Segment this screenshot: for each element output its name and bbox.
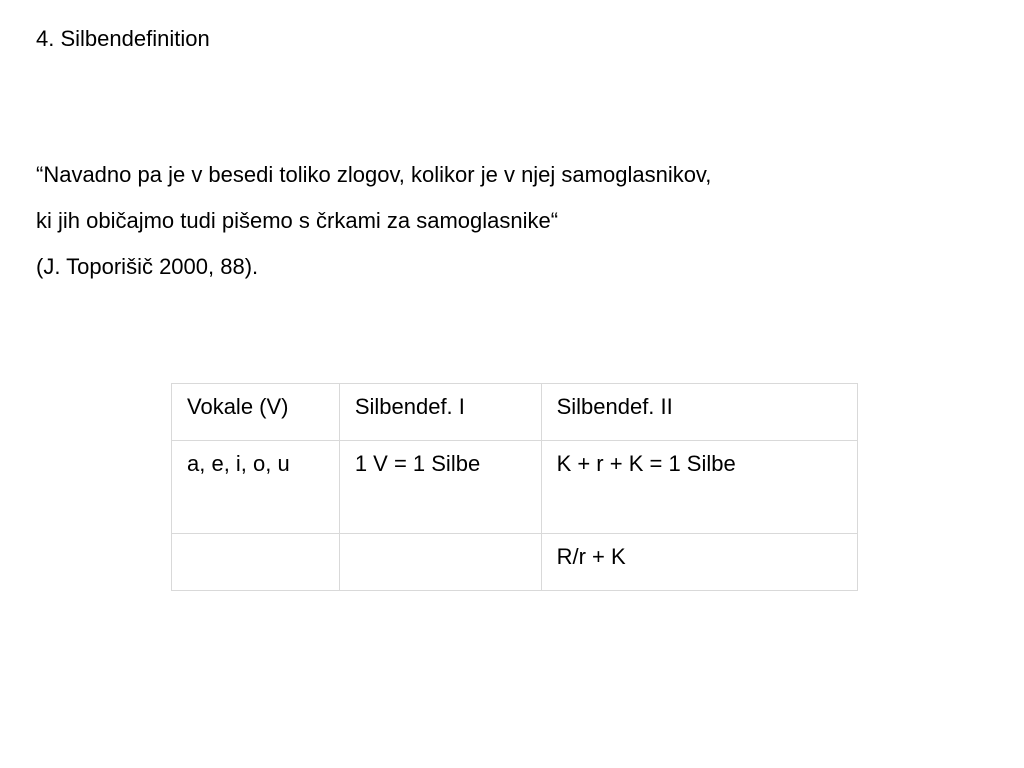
cell-vowels: a, e, i, o, u xyxy=(172,441,340,534)
syllable-definition-table xyxy=(171,383,858,591)
quote-line-2: ki jih običajmo tudi pišemo s črkami za samoglasnike“ xyxy=(36,208,559,233)
quote-citation: (J. Toporišič 2000, 88). xyxy=(36,254,259,279)
cell-definition-2: K + r + K = 1 Silbe xyxy=(541,441,857,534)
cell-vokale-header: Vokale (V) xyxy=(172,384,340,441)
table-row-header xyxy=(172,384,858,441)
table-row xyxy=(172,534,858,591)
quote-block xyxy=(36,162,711,277)
cell-silbendef-2-header: Silbendef. II xyxy=(541,384,857,441)
table-row xyxy=(172,441,858,534)
cell-definition-1: 1 V = 1 Silbe xyxy=(339,441,541,534)
slide-heading: 4. Silbendefinition xyxy=(36,26,210,51)
cell-definition-2b: R/r + K xyxy=(541,534,857,591)
quote-line-1: “Navadno pa je v besedi toliko zlogov, kolikor je v njej samoglasnikov, xyxy=(36,162,712,187)
cell-silbendef-1-header: Silbendef. I xyxy=(339,384,541,441)
cell-empty-2 xyxy=(339,534,541,591)
cell-empty-1 xyxy=(172,534,340,591)
